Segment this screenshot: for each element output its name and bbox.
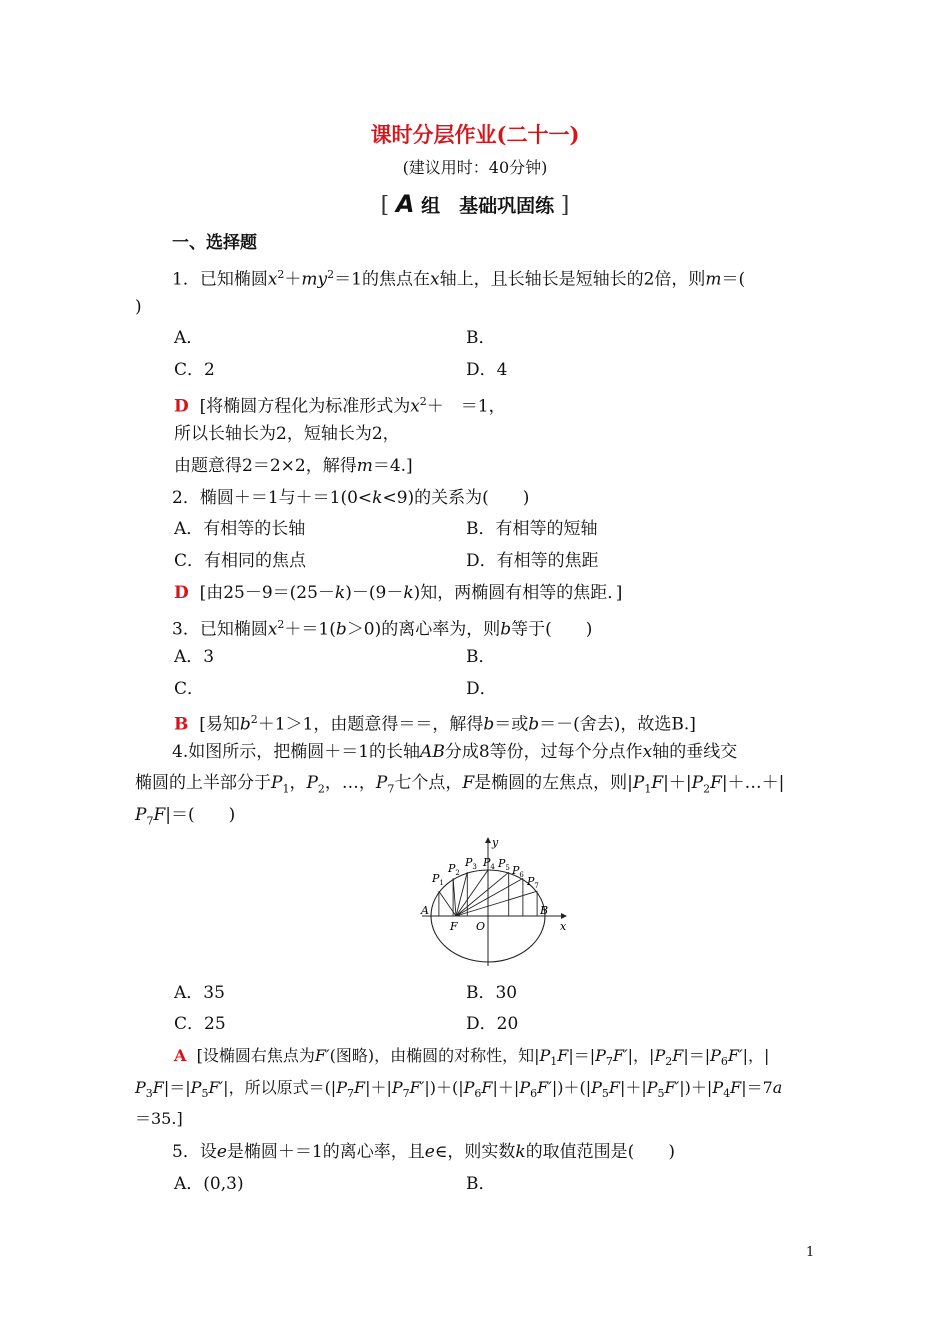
q4-stem-line2: 椭圆的上半部分于$P_1$，$P_2$，…，$P_7$七个点，F是椭圆的左焦点，则$|P_1F|+|P_2F|+\dots+|$ bbox=[135, 773, 785, 796]
label-x: x bbox=[560, 920, 567, 933]
q4-option-d: D．20 bbox=[466, 1014, 519, 1034]
page-number: 1 bbox=[806, 1245, 815, 1260]
q1-stem: 1．已知椭圆$x^2+my^2=1$的焦点在x轴上，且长轴长是短轴长的2倍，则m＝( bbox=[172, 268, 746, 290]
q5-stem: 5．设e是椭圆＋＝1的离心率，且e∈，则实数k的取值范围是( ) bbox=[172, 1142, 675, 1162]
label-P6: $P_6$ bbox=[512, 864, 524, 879]
q1-option-d: D．4 bbox=[466, 360, 508, 380]
q4-option-c: C．25 bbox=[174, 1014, 226, 1034]
q3-stem: 3．已知椭圆$x^2+=1(b>0)$的离心率为，则b等于( ) bbox=[172, 618, 593, 640]
label-P3: $P_3$ bbox=[465, 856, 477, 871]
q4-solution: A [设椭圆右焦点为F′(图略)，由椭圆的对称性，知$|P_1F|=|P_7F'|$，$|P_2F|=|P_6F'|$，| bbox=[174, 1046, 770, 1069]
q2-option-b: B．有相等的短轴 bbox=[466, 519, 598, 539]
page-title: 课时分层作业(二十一) bbox=[370, 122, 580, 147]
q4-solution-line2: $P_3F|=|P_5F'|$，所以原式$=(|P_7F|+|P_7F'|)+(|P_6F|+|P_6F'|)+(|P_5F|+|P_5F'|)+|P_4F|=7a$ bbox=[135, 1078, 783, 1101]
label-O: O bbox=[476, 920, 486, 933]
q3-answer: B bbox=[174, 714, 189, 735]
bracket-left: [ bbox=[380, 193, 390, 218]
q4-solution-line3: ＝35.] bbox=[135, 1109, 183, 1128]
label-B: B bbox=[540, 904, 549, 917]
bracket-right: ] bbox=[560, 193, 570, 218]
q4-stem-line3: $P_7F|=$( ) bbox=[135, 805, 236, 828]
q1-option-c: C．2 bbox=[174, 360, 215, 380]
q4-stem-line1: 4.如图所示，把椭圆＋＝1的长轴AB分成8等份，过每个分点作x轴的垂线交 bbox=[172, 742, 738, 762]
q3-option-c: C． bbox=[174, 679, 205, 699]
suggested-time: (建议用时：40分钟) bbox=[402, 158, 548, 177]
q1-stem-close: ) bbox=[135, 297, 142, 317]
q2-option-d: D．有相等的焦距 bbox=[466, 551, 599, 571]
q1-solution: D [将椭圆方程化为标准形式为$x^2+$ ＝1， bbox=[174, 395, 506, 417]
label-P4: $P_4$ bbox=[483, 856, 495, 871]
ellipse-figure bbox=[418, 832, 578, 972]
q1-answer: D bbox=[174, 396, 189, 417]
q1-option-a: A． bbox=[174, 328, 204, 348]
q2-stem: 2．椭圆＋＝1与＋＝1(0<k<9)的关系为( ) bbox=[172, 488, 530, 508]
q1-solution-line2: 所以长轴长为2，短轴长为2， bbox=[174, 424, 400, 444]
q2-solution: D [由25－9＝(25－k)－(9－k)知，两椭圆有相等的焦距．] bbox=[174, 583, 623, 603]
q5-option-a: A．(0,3) bbox=[174, 1174, 244, 1194]
q4-answer: A bbox=[174, 1046, 187, 1065]
q3-option-d: D． bbox=[466, 679, 497, 699]
label-P7: $P_7$ bbox=[527, 875, 539, 890]
q4-option-b: B．30 bbox=[466, 983, 518, 1003]
section-heading: 一、选择题 bbox=[172, 233, 257, 253]
q1-solution-line3: 由题意得2＝2×2，解得m＝4.] bbox=[174, 456, 413, 476]
label-P1: $P_1$ bbox=[432, 872, 444, 887]
group-letter: A bbox=[395, 190, 415, 218]
q2-option-a: A．有相等的长轴 bbox=[174, 519, 306, 539]
q2-answer: D bbox=[174, 583, 189, 603]
q3-option-a: A．3 bbox=[174, 647, 215, 667]
group-label: 组 基础巩固练 bbox=[421, 195, 555, 217]
q3-solution: B [易知$b^2+1>1$，由题意得＝＝，解得b＝或b＝－(舍去)，故选B.] bbox=[174, 713, 696, 735]
q3-option-b: B． bbox=[466, 647, 496, 667]
label-P5: $P_5$ bbox=[498, 857, 510, 872]
label-F: F bbox=[450, 920, 458, 933]
label-A: A bbox=[421, 904, 429, 917]
q2-option-c: C．有相同的焦点 bbox=[174, 551, 307, 571]
label-y: y bbox=[492, 836, 499, 849]
q1-option-b: B． bbox=[466, 328, 496, 348]
q4-option-a: A．35 bbox=[174, 983, 225, 1003]
label-P2: $P_2$ bbox=[448, 862, 460, 877]
group-heading bbox=[0, 190, 950, 218]
q5-option-b: B． bbox=[466, 1174, 496, 1194]
